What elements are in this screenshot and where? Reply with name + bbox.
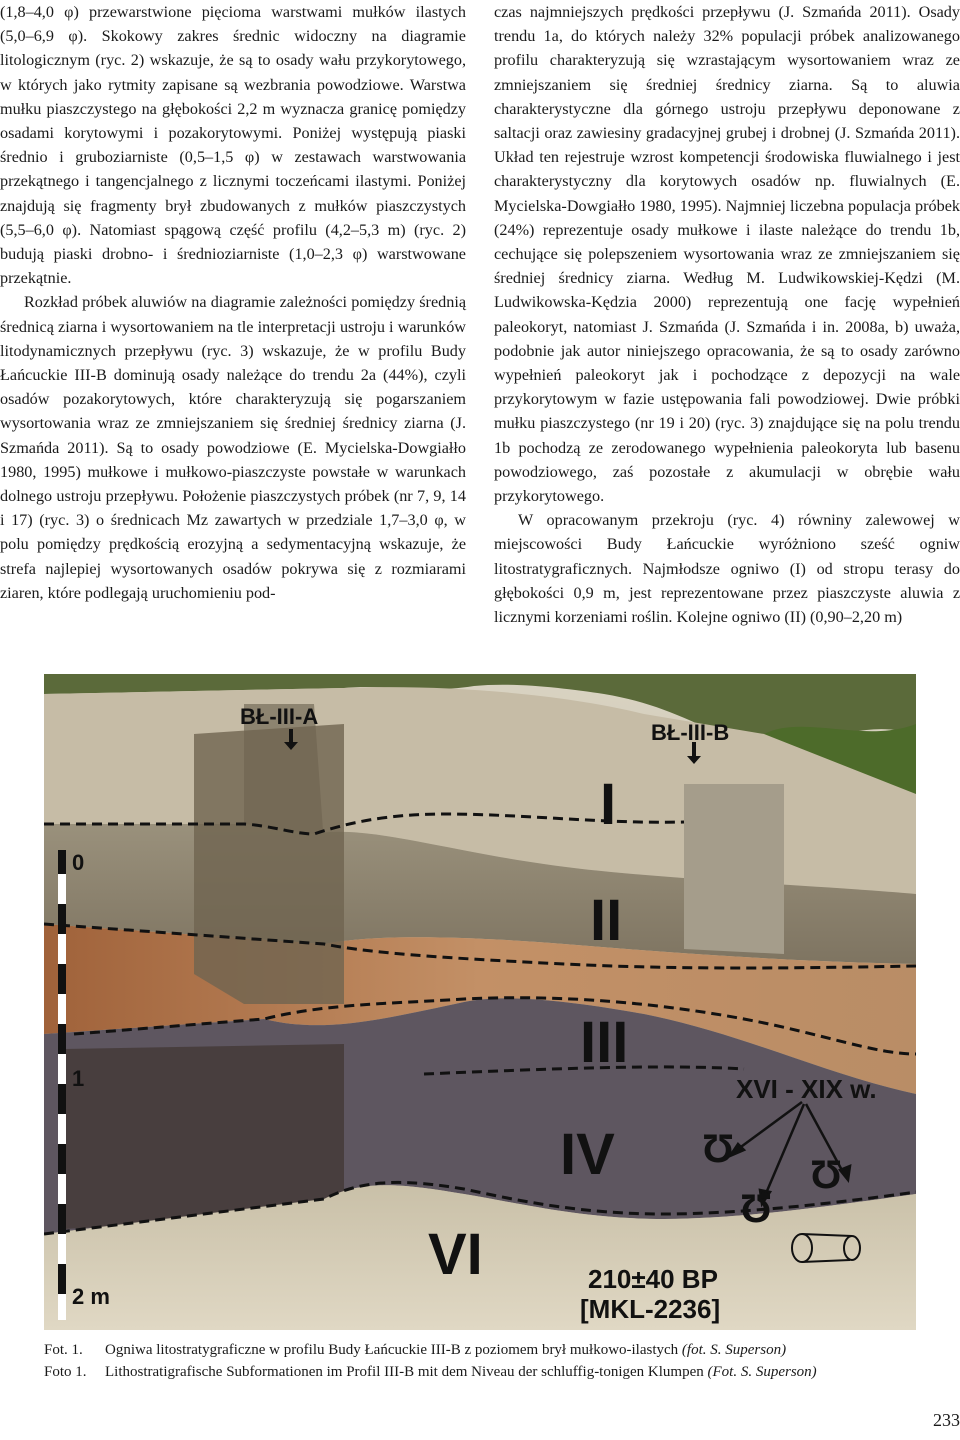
paragraph: W opracowanym przekroju (ryc. 4) równiny zalewowej w miejscowości Budy Łańcuckie wyróżniono sześć ogniw litostratygraficznych. Najmłodsze ogniwo (I) od stropu terasy do głębokości 0,9 m, jest reprezentowane przez piaszczyste aluwia z licznymi korzeniami roślin. Kolejne ogniwo (II) (0,90–2,20 m) xyxy=(494,511,960,627)
paragraph: (1,8–4,0 φ) przewarstwione pięcioma warstwami mułków ilastych (5,0–6,9 φ). Skokowy zakres średnic widoczny na diagramie litologicznym (ryc. 2) wskazuje, że są to osady wału przykorytowego, w których jako rytmity zapisane są wezbrania powodziowe. Warstwa mułku piaszczystego na głębokości 2,2 m wyznacza granicę pomiędzy osadami korytowymi i pozakorytowymi. Poniżej występują piaski średnio i gruboziarniste (0,5–1,5 φ) w zestawach warstwowania przekątnego i tangencjalnego z licznymi toczeńcami ilastymi. Poniżej znajdują się fragmenty brył zbudowanych z mułków piaszczystych (5,5–6,0 φ). Natomiast spągową część profilu (4,2–5,3 m) (ryc. 2) budują piaski drobno- i średnioziarniste (1,0–2,3 φ) warstwowane przekątnie. xyxy=(0,3,466,288)
profile-photograph xyxy=(44,674,916,1330)
page-number: 233 xyxy=(933,1410,960,1430)
scale-tick-label: 0 xyxy=(72,850,85,875)
profile-b-label: BŁ-III-B xyxy=(651,720,730,745)
caption-german xyxy=(44,1361,944,1383)
caption-label: Foto 1. xyxy=(44,1364,87,1380)
figure-caption xyxy=(44,1339,944,1383)
dating-label: 210±40 BP xyxy=(588,1264,718,1294)
caption-text: Lithostratigrafische Subformationen im Profil III-B mit dem Niveau der schluffig-tonigen Klumpen xyxy=(105,1364,704,1380)
scale-tick-label: 1 xyxy=(72,1066,85,1091)
right-text-column xyxy=(494,0,960,629)
paragraph: Rozkład próbek aluwiów na diagramie zależności pomiędzy średnią średnicą ziarna i wysortowaniem na tle interpretacji ustroju i warunków litodynamicznych przepływu (ryc. 3) wskazuje, że w profilu Budy Łańcuckie III-B dominują osady należące do trendu 2a (44%), czyli osadów pozakorytowych, które charakteryzują się pogarszaniem wysortowania wraz ze zmniejszaniem się średniej średnicy ziarna (J. Szmańda 2011). Są to osady powodziowe (E. Mycielska-Dowgiałło 1980, 1995) mułkowe i mułkowo-piaszczyste powstałe w warunkach dolnego ustroju przepływu. Położenie piaszczystych próbek (nr 7, 9, 14 i 17) (ryc. 3) o średnicach Mz zawartych w przedziale 1,7–3,0 φ, w polu pomiędzy prędkością erozyjną a sedymentacyjną wskazuje, że strefa najlepiej wysortowanych osadów pokrywa się z rozmiarami ziaren, które podlegają uruchomieniu pod- xyxy=(0,293,466,602)
unit-label: II xyxy=(590,888,623,953)
profile-a-label: BŁ-III-A xyxy=(240,704,319,729)
unit-label: IV xyxy=(560,1122,615,1187)
unit-label: I xyxy=(600,772,617,837)
pottery-symbol: Ʊ xyxy=(702,1127,735,1171)
caption-text: Ogniwa litostratygraficzne w profilu Budy Łańcuckie III-B z poziomem brył mułkowo-ilastych xyxy=(105,1342,679,1358)
caption-credit: (fot. S. Superson) xyxy=(681,1342,787,1358)
lab-code-label: [MKL-2236] xyxy=(580,1294,721,1324)
unit-label: III xyxy=(580,1010,629,1075)
left-text-column xyxy=(0,0,466,605)
caption-polish xyxy=(44,1339,944,1361)
scale-tick-label: 2 m xyxy=(72,1284,110,1309)
unit-label: VI xyxy=(428,1222,483,1287)
caption-label: Fot. 1. xyxy=(44,1342,83,1358)
paragraph: czas najmniejszych prędkości przepływu (J. Szmańda 2011). Osady trendu 1a, do których należy 32% populacji próbek analizowanego profilu charakteryzują się wzrastającym wysortowaniem wraz ze zmniejszaniem się średniej średnicy ziarna. Są to aluwia charakterystyczne dla górnego ustroju przepływu deponowane z saltacji oraz zawiesiny gradacyjnej grubej i drobnej (J. Szmańda 2011). Układ ten rejestruje wzrost kompetencji środowiska fluwialnego i jest charakterystyczny dla korytowych osadów np. fluwialnych (E. Mycielska-Dowgiałło 1980, 1995). Najmniej liczebna populacja próbek (24%) reprezentuje osady mułkowe i ilaste należące do trendu 1b, cechujące się polepszeniem wysortowania wraz ze zmniejszaniem się średniej średnicy ziarna. Według M. Ludwikowskiej-Kędzi (M. Ludwikowska-Kędzia 2000) reprezentują one fację wypełnień paleokoryt, natomiast J. Szmańda (J. Szmańda i in. 2008a, b) uważa, podobnie jak autor niniejszego opracowania, że są to osady zarówno wypełnień paleokoryt jak i pochodzące z depozycji na wale przykorytowym w fazie ustępowania fali powodziowej. Dwie próbki mułku piaszczystego (nr 19 i 20) (ryc. 3) znajdujące się na polu trendu 1b pochodzą ze zerodowanego wypełnienia paleokoryta lub basenu powodziowego, zaś pozostałe z akumulacji w obrębie wału przykorytowego. xyxy=(494,3,960,506)
caption-credit: (Fot. S. Superson) xyxy=(707,1364,817,1380)
pottery-symbol: Ʊ xyxy=(810,1153,843,1197)
era-label: XVI - XIX w. xyxy=(736,1074,877,1104)
scale-bar xyxy=(58,850,66,1320)
pottery-symbol: Ʊ xyxy=(740,1187,773,1231)
